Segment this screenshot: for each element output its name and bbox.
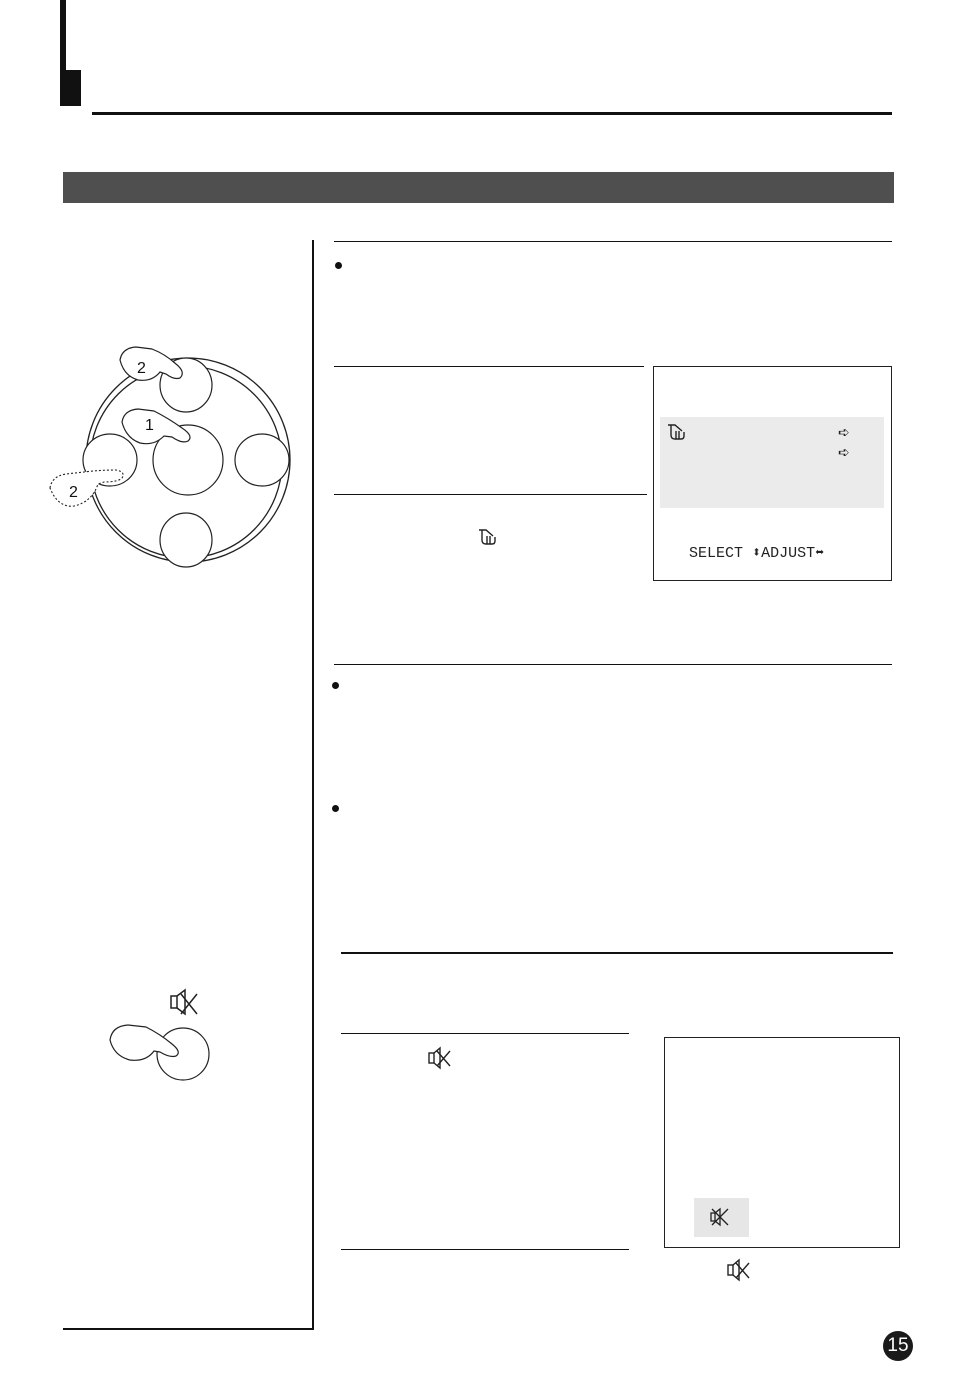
- hand-icon: [120, 347, 182, 380]
- mute-icon: [708, 1206, 734, 1228]
- mute-osd-indicator: [694, 1198, 749, 1237]
- remote-pad-illustration: [40, 340, 300, 580]
- pad-down: [160, 513, 212, 567]
- page-number: 15: [883, 1331, 913, 1361]
- press-label-2-top: 2: [137, 360, 146, 377]
- osd-adjust-label: ADJUST: [761, 545, 816, 562]
- osd-footer: [689, 543, 824, 562]
- left-bottom-rule: [63, 1328, 314, 1330]
- arrow-right-icon: ➪: [838, 424, 850, 440]
- arrow-updown-icon: ⬍: [752, 545, 762, 562]
- bullet: [332, 682, 339, 689]
- press-label-2-left: 2: [69, 484, 78, 501]
- hand-icon: [122, 409, 190, 444]
- hand-pointer-icon: [665, 421, 689, 443]
- osd-highlight-panel: [660, 417, 884, 508]
- arrow-right-icon: ➪: [838, 444, 850, 460]
- arrow-leftright-icon: ⬌: [815, 545, 825, 562]
- rule: [334, 664, 892, 665]
- rule: [341, 1033, 629, 1034]
- hand-icon: [110, 1025, 178, 1060]
- section-bar: [63, 172, 894, 203]
- hand-icon: [50, 470, 123, 506]
- bullet: [335, 262, 342, 269]
- osd-select-label: SELECT: [689, 545, 744, 562]
- hand-pointer-icon: [476, 526, 500, 548]
- header-tab-block: [60, 70, 81, 106]
- bullet: [332, 805, 339, 812]
- rule: [334, 366, 644, 367]
- mute-button-illustration: [105, 985, 215, 1085]
- mute-icon: [171, 990, 197, 1014]
- rule: [334, 494, 647, 495]
- mute-icon: [426, 1046, 454, 1070]
- mute-osd-screen: [664, 1037, 900, 1248]
- press-label-1: 1: [145, 417, 154, 434]
- mute-icon: [725, 1258, 753, 1282]
- rule: [341, 952, 893, 954]
- rule: [341, 1249, 629, 1250]
- pad-right: [235, 434, 289, 486]
- osd-menu: [653, 366, 892, 581]
- header-rule: [92, 112, 892, 115]
- column-divider: [312, 240, 314, 1330]
- rule: [334, 241, 892, 242]
